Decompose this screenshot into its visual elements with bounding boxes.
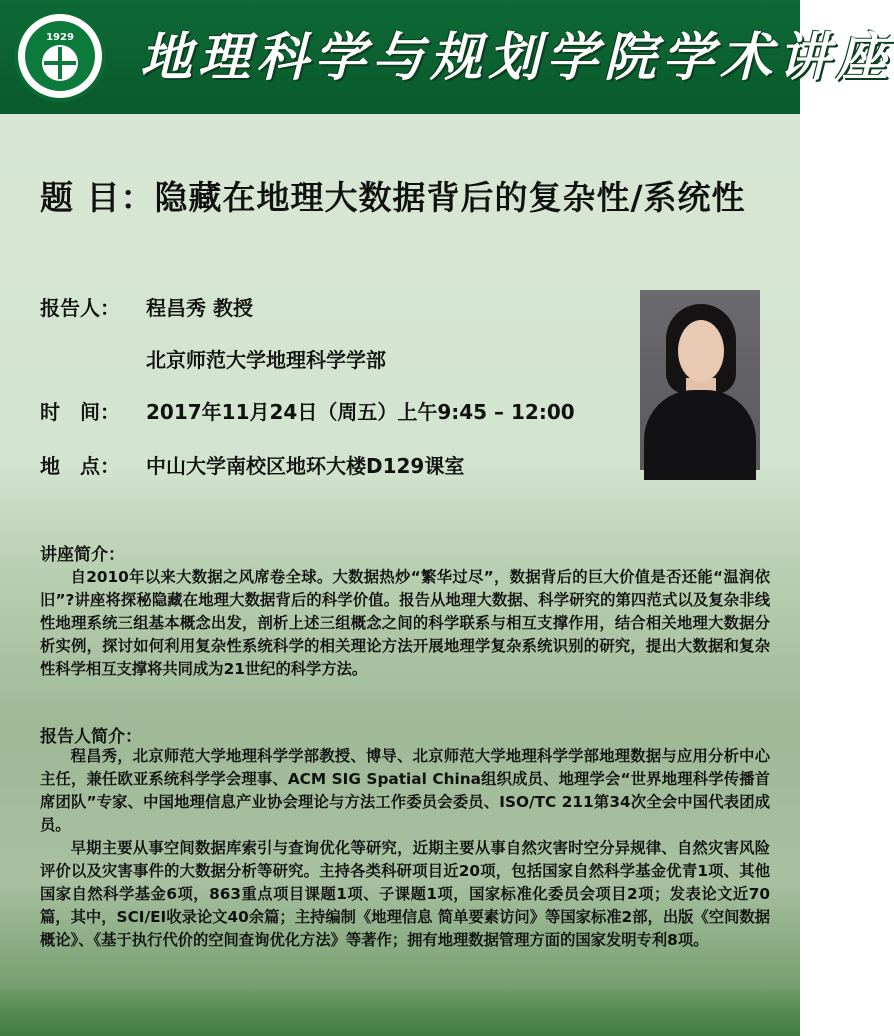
speaker-name: 程昌秀 教授 xyxy=(146,296,253,320)
bio-paragraph-2: 早期主要从事空间数据库索引与查询优化等研究，近期主要从事自然灾害时空分异规律、自然灾害风险评价以及灾害事件的大数据分析等研究。主持各类科研项目近20项，包括国家自然科学基金优青1项、其他国家自然科学基金6项，863重点项目课题1项、子课题1项，国家标准化委员会项目2项；发表论文近70篇，其中，SCI/EI收录论文40余篇；主持编制《地理信息 简单要素访问》等国家标准2部，出版《空间数据概论》、《基于执行代价的空间查询优化方法》等著作；拥有地理数据管理方面的国家发明专利8项。 xyxy=(40,839,770,949)
header-title: 地理科学与规划学院学术讲座 xyxy=(140,27,894,88)
place-value: 中山大学南校区地环大楼D129课室 xyxy=(146,454,465,478)
lecture-title: 题 目：隐藏在地理大数据背后的复杂性/系统性 xyxy=(40,178,746,217)
bio-paragraph-1: 程昌秀，北京师范大学地理科学学部教授、博导、北京师范大学地理科学学部地理数据与应用分析中心主任，兼任欧亚系统科学学会理事、ACM SIG Spatial China组织成员、地理学会“世界地理科学传播首席团队”专家、中国地理信息产业协会理论与方法工作委员会委员、ISO/TC 211第34次全会中国代表团成员。 xyxy=(40,747,770,834)
speaker-photo xyxy=(640,290,760,470)
logo-year: 1929 xyxy=(46,31,74,43)
place-label: 地 点： xyxy=(40,454,120,478)
time-value: 2017年11月24日（周五）上午9:45 – 12:00 xyxy=(146,400,575,424)
intro-heading: 讲座简介： xyxy=(40,545,125,565)
speaker-label: 报告人： xyxy=(40,296,120,320)
logo-emblem xyxy=(25,21,95,91)
bottom-band xyxy=(0,990,800,1036)
bio-heading: 报告人简介： xyxy=(40,727,142,747)
time-label: 时 间： xyxy=(40,400,120,424)
globe-icon xyxy=(42,45,78,81)
university-logo xyxy=(14,10,106,102)
header-band xyxy=(0,0,894,114)
intro-text: 自2010年以来大数据之风席卷全球。大数据热炒“繁华过尽”，数据背后的巨大价值是否还能“温润依旧”?讲座将探秘隐藏在地理大数据背后的科学价值。报告从地理大数据、科学研究的第四范式以及复杂非线性地理系统三组基本概念出发，剖析上述三组概念之间的科学联系与相互支撑作用，结合相关地理大数据分析实例，探讨如何利用复杂性系统科学的相关理论方法开展地理学复杂系统识别的研究，提出大数据和复杂性科学相互支撑将共同成为21世纪的科学方法。 xyxy=(40,568,770,678)
speaker-affiliation: 北京师范大学地理科学学部 xyxy=(146,348,386,372)
